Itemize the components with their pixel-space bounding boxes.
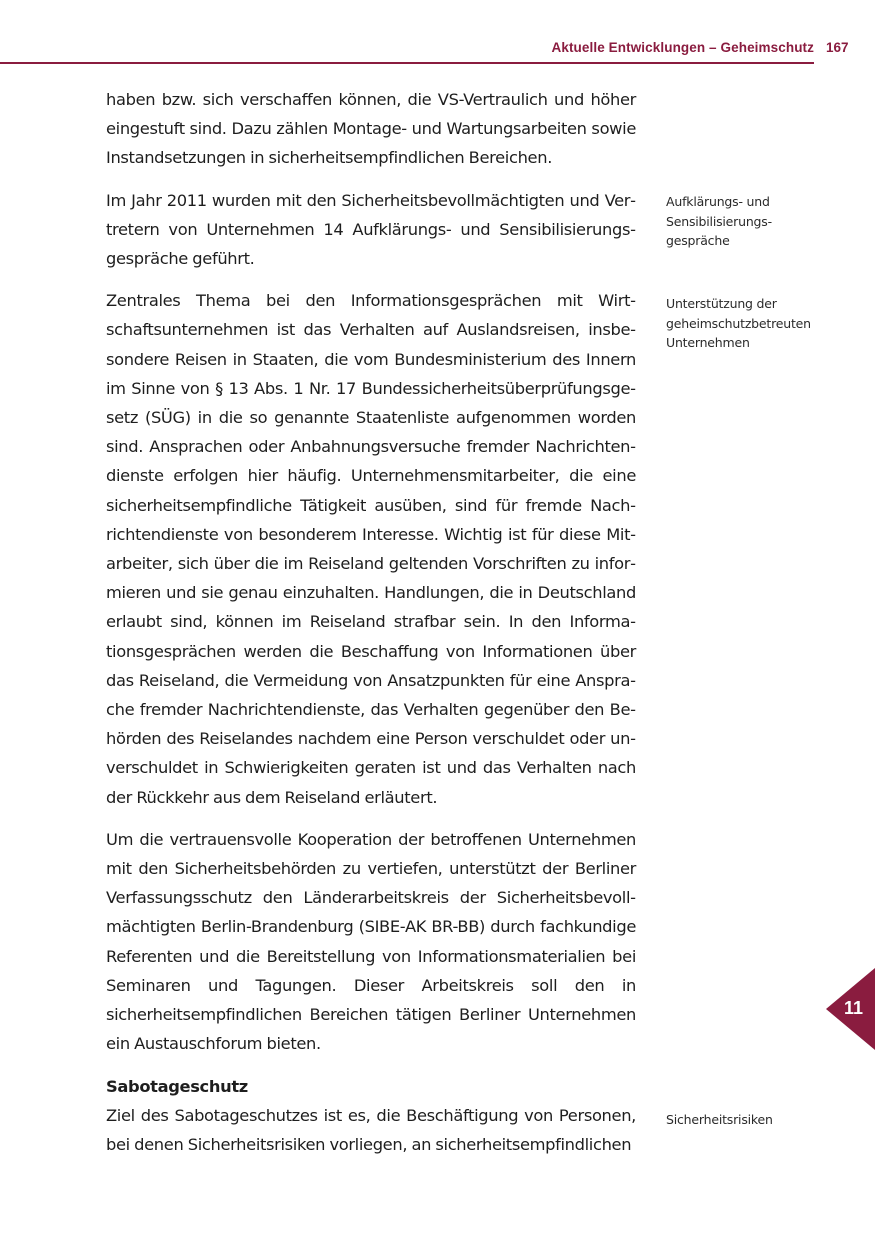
paragraph-intro-continued: haben bzw. sich verschaffen können, die VS-Vertraulich und höher eingestuft sind. Dazu zählen Montage- und Wartungsarbeiten sowie Instandsetzungen in sicherheitsempfindlichen Bereichen. (106, 90, 636, 168)
paragraph-sabotageschutz: Ziel des Sabotageschutzes ist es, die Beschäftigung von Personen, bei denen Sicherheitsrisiken vorliegen, an sicherheitsempfindlichen (106, 1105, 636, 1154)
chapter-number: 11 (844, 998, 864, 1018)
running-header (0, 38, 814, 64)
chapter-tab (826, 968, 875, 1050)
header-title: Aktuelle Entwicklungen – Geheimschutz (551, 40, 814, 55)
page-number: 167 (826, 40, 849, 55)
paragraph-travel: Zentrales Thema bei den Informationsgesprächen mit Wirtschaftsunternehmen ist das Verhalten auf Auslandsreisen, insbesondere Reisen in Staaten, die vom Bundesministerium des Innern im Sinne von § 13 Abs. 1 Nr. 17 Bundessicherheitsüberprüfungsgesetz (SÜG) in die so genannte Staatenliste aufgenommen worden sind. Ansprachen oder Anbahnungsversuche fremder Nachrichtendienste erfolgen hier häufig. Unternehmensmitarbeiter, die eine sicherheitsempfindliche Tätigkeit ausüben, sind für fremde Nachrichtendienste von besonderem Interesse. Wichtig ist für diese Mitarbeiter, sich über die im Reiseland geltenden Vorschriften zu informieren und sie genau einzuhalten. Handlungen, die in Deutschland erlaubt sind, können im Reiseland strafbar sein. In den Informationsgesprächen werden die Beschaffung von Informationen über das Reiseland, die Vermeidung von Ansatzpunkten für eine Ansprache fremder Nachrichtendienste, das Verhalten gegenüber den Behörden des Reiselandes nachdem eine Person verschuldet oder unverschuldet in Schwierigkeiten geraten ist und das Verhalten nach der Rückkehr aus dem Reiseland erläutert. (106, 291, 636, 807)
margin-note-support: Unterstützung der geheimschutzbetreuten Unternehmen (666, 296, 811, 350)
paragraph-cooperation: Um die vertrauensvolle Kooperation der betroffenen Unternehmen mit den Sicherheitsbehörden zu vertiefen, unterstützt der Berliner Verfassungsschutz den Länderarbeitskreis der Sicherheitsbevollmächtigten Berlin-Brandenburg (SIBE-AK BR-BB) durch fachkundige Referenten und die Bereitstellung von Informationsmaterialien bei Seminaren und Tagungen. Dieser Arbeitskreis soll den in sicherheitsempfindlichen Bereichen tätigen Berliner Unternehmen ein Austauschforum bieten. (106, 829, 636, 1054)
paragraph-briefings: Im Jahr 2011 wurden mit den Sicherheitsbevollmächtigten und Vertretern von Unternehmen 14 Aufklärungs- und Sensibilisierungsgespräche geführt. (106, 190, 636, 269)
margin-note-briefings: Aufklärungs- und Sensibilisierungs-gespräche (666, 194, 772, 248)
section-heading-sabotageschutz: Sabotageschutz (106, 1076, 248, 1096)
margin-note-security-risks: Sicherheitsrisiken (666, 1112, 773, 1127)
body-text (106, 85, 636, 1172)
